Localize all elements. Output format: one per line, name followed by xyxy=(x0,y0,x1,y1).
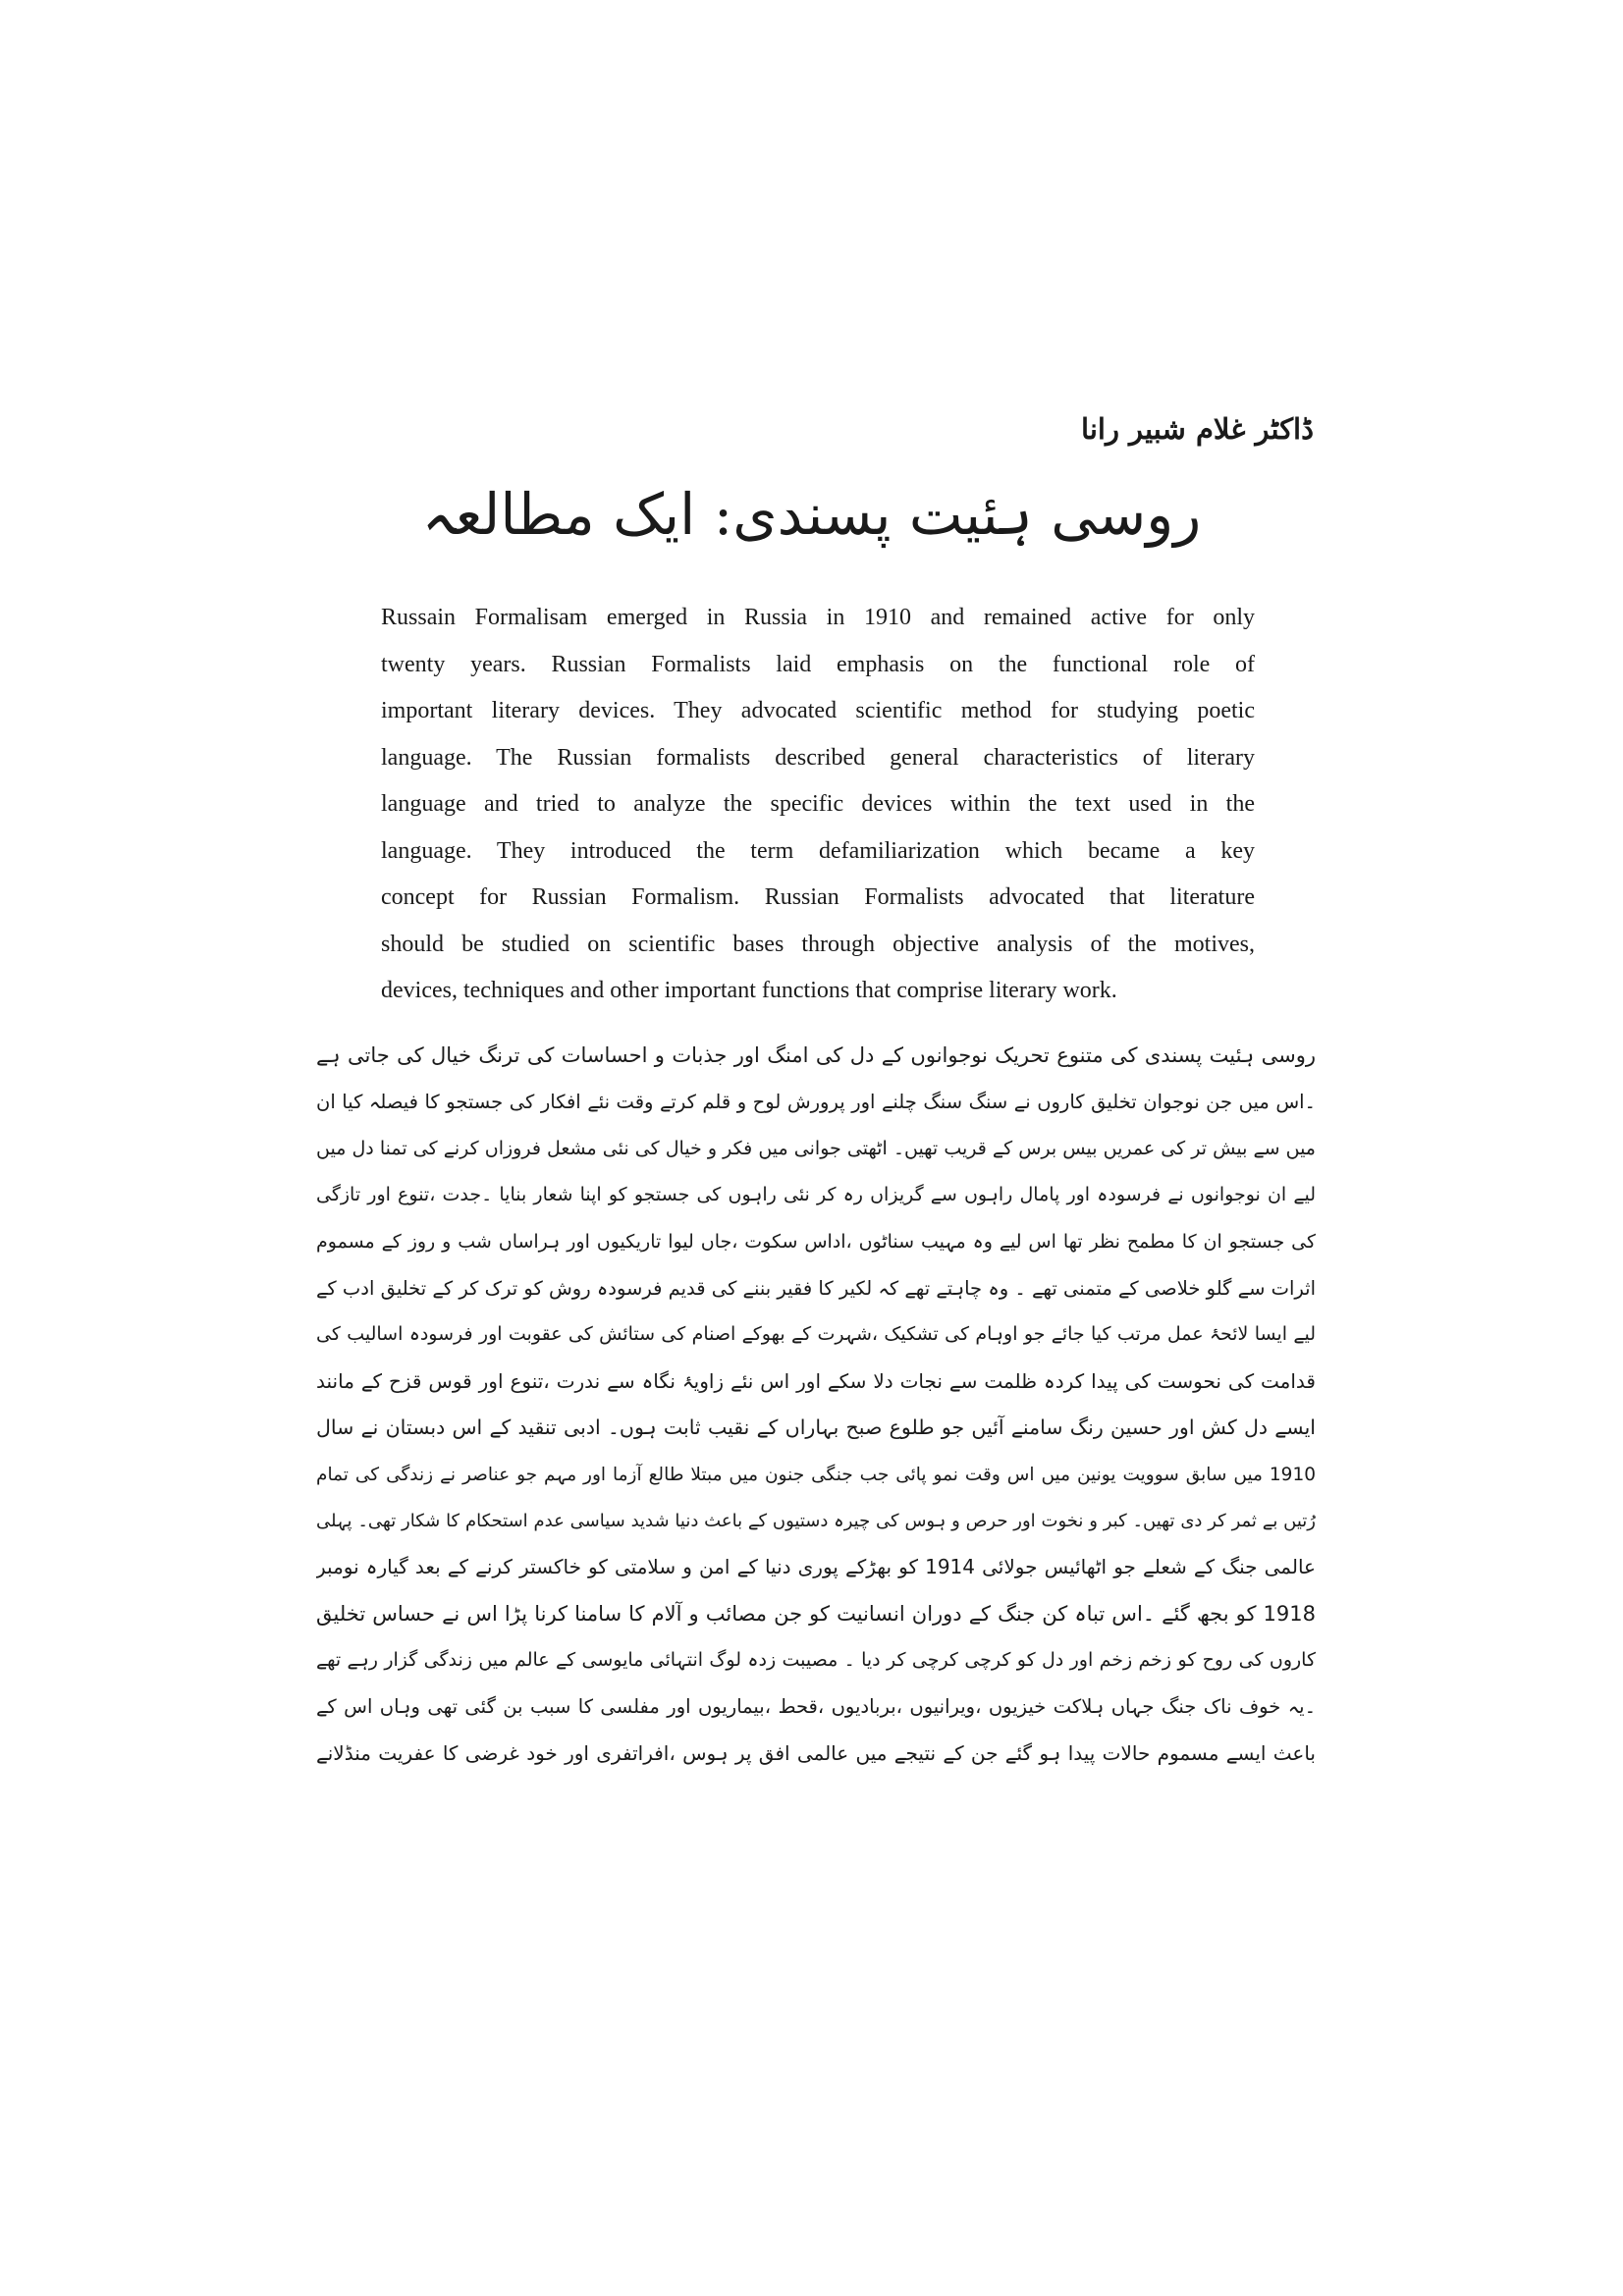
body-line: عالمی جنگ کے شعلے جو اٹھائیس جولائی 1914 کو بھڑکے پوری دنیا کے امن و سلامتی کو خاکستر کرنے کے بعد گیارہ نومبر xyxy=(316,1555,1316,1579)
abstract-line: language and tried to analyze the specific devices within the text used in the xyxy=(381,791,1255,817)
abstract-line: important literary devices. They advocated scientific method for studying poetic xyxy=(381,698,1255,723)
body-line: لیے ایسا لائحۂ عمل مرتب کیا جائے جو اوہام کی تشکیک ،شہرت کے بھوکے اصنام کی ستائش کی عقوبت اور فرسودہ اسالیب کی xyxy=(316,1323,1316,1346)
abstract-line: language. They introduced the term defamiliarization which became a key xyxy=(381,837,1255,864)
urdu-body-text xyxy=(316,1033,1316,1777)
body-line: ۔اس میں جن نوجوان تخلیق کاروں نے سنگ سنگ چلنے اور پرورش لوح و قلم کرتے وقت نئے افکار کی جستجو کا فیصلہ کیا ان xyxy=(316,1091,1316,1114)
body-line: 1918 کو بجھ گئے ۔اس تباہ کن جنگ کے دوران انسانیت کو جن مصائب و آلام کا سامنا کرنا پڑا اس نے حساس تخلیق xyxy=(316,1601,1316,1626)
body-line: باعث ایسے مسموم حالات پیدا ہو گئے جن کے نتیجے میں عالمی افق پر ہوس ،افراتفری اور خود غرضی کا عفریت منڈلانے xyxy=(316,1740,1316,1765)
body-line: کی جستجو ان کا مطمح نظر تھا اس لیے وہ مہیب سناٹوں ،اداس سکوت ،جاں لیوا تاریکیوں اور ہراساں شب و روز کے مسموم xyxy=(316,1230,1316,1253)
english-abstract xyxy=(381,595,1255,1015)
body-line: ایسے دل کش اور حسین رنگ سامنے آئیں جو طلوع صبح بہاراں کے نقیب ثابت ہوں۔ ادبی تنقید کے اس دبستان نے سال xyxy=(316,1415,1316,1440)
abstract-line: Russain Formalisam emerged in Russia in 1910 and remained active for only xyxy=(381,605,1255,630)
body-line: روسی ہئیت پسندی کی متنوع تحریک نوجوانوں کے دل کی امنگ اور جذبات و احساسات کی ترنگ خیال کی جاتی ہے xyxy=(316,1043,1316,1067)
body-line: 1910 میں سابق سوویت یونین میں اس وقت نمو پائی جب جنگی جنون میں مبتلا طالع آزما اور مہم جو عناصر نے زندگی کی تمام xyxy=(316,1464,1316,1485)
body-line: رُتیں بے ثمر کر دی تھیں۔ کبر و نخوت اور حرص و ہوس کی چیرہ دستیوں کے باعث دنیا شدید سیاسی عدم استحکام کا شکار تھی۔ پہلی xyxy=(316,1510,1316,1531)
body-line: میں سے بیش تر کی عمریں بیس برس کے قریب تھیں۔ اٹھتی جوانی میں فکر و خیال کی نئی مشعل فروزاں کرنے کی تمنا دل میں xyxy=(316,1137,1316,1159)
body-line: لیے ان نوجوانوں نے فرسودہ اور پامال راہوں سے گریزاں رہ کر نئی راہوں کی جستجو کو اپنا شعار بنایا ۔جدت ،تنوع اور تازگی xyxy=(316,1184,1316,1206)
body-line: اثرات سے گلو خلاصی کے متمنی تھے ۔ وہ چاہتے تھے کہ لکیر کا فقیر بننے کی قدیم فرسودہ روش کو ترک کر کے تخلیق ادب کے xyxy=(316,1276,1316,1300)
author-name: ڈاکٹر غلام شبیر رانا xyxy=(1080,412,1314,446)
abstract-line: should be studied on scientific bases through objective analysis of the motives, xyxy=(381,931,1255,957)
abstract-line: devices, techniques and other important functions that comprise literary work. xyxy=(381,978,1117,1003)
abstract-line: concept for Russian Formalism. Russian Formalists advocated that literature xyxy=(381,884,1255,910)
body-line: قدامت کی نحوست کی پیدا کردہ ظلمت سے نجات دلا سکے اور اس نئے زاویۂ نگاہ سے ندرت ،تنوع اور قوس قزح کے مانند xyxy=(316,1368,1316,1393)
abstract-line: language. The Russian formalists described general characteristics of literary xyxy=(381,744,1255,771)
body-line: کاروں کی روح کو زخم زخم اور دل کو کرچی کرچی کر دیا ۔ مصیبت زدہ لوگ انتہائی مایوسی کے عالم میں زندگی گزار رہے تھے xyxy=(316,1649,1316,1672)
abstract-line: twenty years. Russian Formalists laid emphasis on the functional role of xyxy=(381,651,1255,677)
body-line: ۔یہ خوف ناک جنگ جہاں ہلاکت خیزیوں ،ویرانیوں ،بربادیوں ،قحط ،بیماریوں اور مفلسی کا سبب بن گئی تھی وہاں اس کے xyxy=(316,1695,1316,1719)
article-title: روسی ہئیت پسندی: ایک مطالعہ xyxy=(421,481,1202,548)
